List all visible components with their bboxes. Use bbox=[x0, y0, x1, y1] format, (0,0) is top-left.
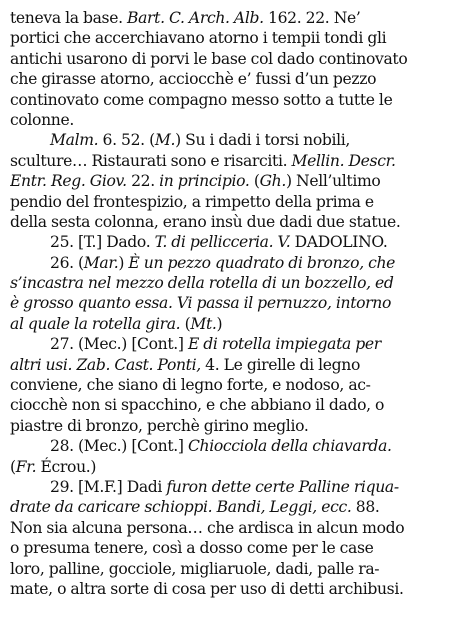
text-line bbox=[10, 192, 465, 212]
text-segment: 29. [M.F.] Dadi bbox=[50, 477, 167, 496]
text-segment: 25. [T.] Dado. bbox=[50, 233, 155, 252]
text-segment: Écrou.) bbox=[36, 457, 97, 476]
text-segment: conviene, che siano di legno forte, e nodoso, ac- bbox=[10, 376, 371, 395]
text-segment: ( bbox=[10, 457, 16, 476]
text-segment: sculture… Ristaurati sono e risarciti. bbox=[10, 151, 292, 170]
text-segment: teneva la base. bbox=[10, 9, 127, 27]
italic-text: furon dette certe Palline riqua- bbox=[166, 477, 399, 496]
italic-text: T. di pellicceria. V. bbox=[154, 233, 291, 252]
text-line bbox=[10, 314, 465, 334]
text-line bbox=[10, 538, 465, 558]
italic-text: Fr. bbox=[15, 457, 37, 476]
italic-text: s’incastra nel mezzo della rotella di un bozzello, ed bbox=[10, 274, 394, 293]
italic-text: è grosso quanto essa. Vi passa il pernuzzo, intorno bbox=[10, 294, 391, 313]
text-line bbox=[10, 518, 465, 538]
italic-text: drate da caricare schioppi. Bandi, Leggi, ecc. bbox=[10, 498, 352, 517]
text-segment: ) bbox=[216, 314, 223, 333]
text-line bbox=[10, 49, 465, 69]
text-line bbox=[10, 253, 465, 273]
italic-text: Chiocciola della chiavarda. bbox=[187, 437, 392, 456]
text-segment: della sesta colonna, erano insù due dadi due statue. bbox=[10, 212, 401, 231]
text-segment: loro, palline, gocciole, migliaruole, dadi, palle ra- bbox=[10, 559, 380, 578]
text-line bbox=[10, 232, 465, 252]
text-line bbox=[10, 436, 465, 456]
italic-text: È un pezzo quadrato di bronzo, che bbox=[128, 253, 396, 272]
italic-text: in principio. bbox=[159, 172, 250, 191]
text-line bbox=[10, 273, 465, 293]
text-segment: ) Nell’ultimo bbox=[285, 172, 381, 191]
text-segment: colonne. bbox=[10, 110, 74, 129]
text-line bbox=[10, 559, 465, 579]
italic-text: E di rotella impiegata per bbox=[187, 335, 381, 354]
text-segment: 6. 52. ( bbox=[98, 131, 155, 150]
text-segment: 22. bbox=[126, 172, 160, 191]
text-segment: pendio del frontespizio, a rimpetto della prima e bbox=[10, 192, 374, 211]
text-segment: ( bbox=[249, 172, 260, 191]
text-line bbox=[10, 171, 465, 191]
text-segment: 28. (Mec.) [Cont.] bbox=[50, 437, 188, 456]
text-segment: Non sia alcuna persona… che ardisca in alcun modo bbox=[10, 518, 405, 537]
italic-text: al quale la rotella gira. bbox=[10, 314, 181, 333]
text-line bbox=[10, 355, 465, 375]
text-segment: ) Su i dadi i torsi nobili, bbox=[175, 131, 351, 150]
italic-text: Mt. bbox=[190, 314, 217, 333]
text-segment: piastre di bronzo, perchè girino meglio. bbox=[10, 416, 309, 435]
text-segment: DADOLINO. bbox=[290, 233, 388, 252]
text-line bbox=[10, 28, 465, 48]
text-segment: ciocchè non si spacchino, e che abbiano il dado, o bbox=[10, 396, 385, 415]
text-segment: portici che accerchiavano atorno i tempii tondi gli bbox=[10, 29, 387, 48]
text-segment: ) bbox=[118, 253, 129, 272]
text-segment: 88. bbox=[351, 498, 380, 517]
text-line bbox=[10, 497, 465, 517]
text-segment: 4. Le girelle di legno bbox=[200, 355, 360, 374]
text-line bbox=[10, 293, 465, 313]
text-segment: continovato come compagno messo sotto a tutte le bbox=[10, 90, 393, 109]
text-segment: 26. ( bbox=[50, 253, 84, 272]
text-line bbox=[10, 69, 465, 89]
text-segment: 162. 22. Ne’ bbox=[263, 9, 361, 27]
text-segment: che girasse atorno, acciocchè e’ fussi d’un pezzo bbox=[10, 70, 377, 89]
text-line bbox=[10, 416, 465, 436]
text-line bbox=[10, 130, 465, 150]
text-segment: mate, o altra sorte di cosa per uso di detti archibusi. bbox=[10, 579, 404, 598]
text-segment: antichi usarono di porvi le base col dado continovato bbox=[10, 49, 408, 68]
text-line bbox=[10, 151, 465, 171]
text-segment: 27. (Mec.) [Cont.] bbox=[50, 335, 188, 354]
italic-text: altri usi. Zab. Cast. Ponti, bbox=[10, 355, 201, 374]
text-line bbox=[10, 334, 465, 354]
italic-text: Gh. bbox=[259, 172, 286, 191]
italic-text: Bart. C. Arch. Alb. bbox=[127, 9, 264, 27]
text-line bbox=[10, 457, 465, 477]
italic-text: Malm. bbox=[50, 131, 99, 150]
text-line bbox=[10, 110, 465, 130]
text-segment: ( bbox=[180, 314, 191, 333]
text-line bbox=[10, 395, 465, 415]
text-line bbox=[10, 477, 465, 497]
text-line bbox=[10, 90, 465, 110]
text-segment: o presuma tenere, così a dosso come per le case bbox=[10, 539, 374, 558]
text-line bbox=[10, 8, 465, 28]
italic-text: M. bbox=[154, 131, 176, 150]
text-line bbox=[10, 579, 465, 599]
text-line bbox=[10, 212, 465, 232]
italic-text: Mar. bbox=[83, 253, 119, 272]
italic-text: Mellin. Descr. bbox=[291, 151, 396, 170]
text-line bbox=[10, 375, 465, 395]
italic-text: Entr. Reg. Giov. bbox=[10, 172, 127, 191]
